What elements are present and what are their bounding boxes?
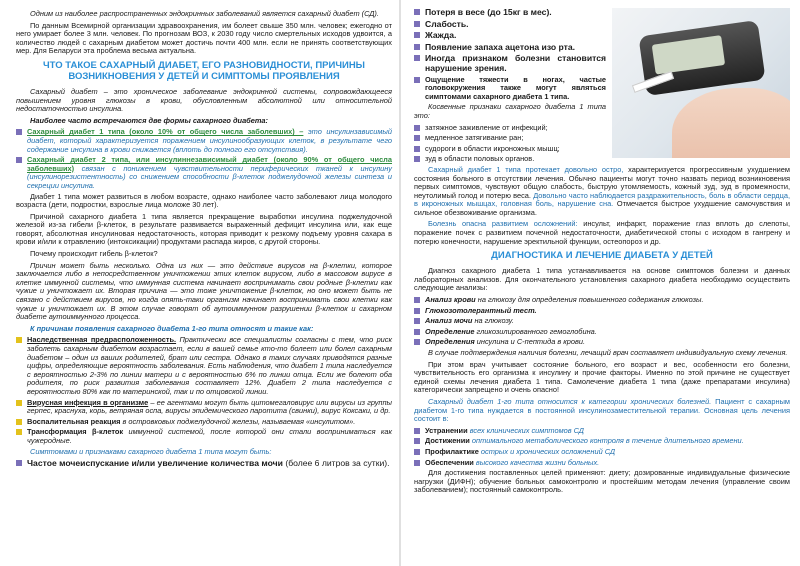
factor-transformation: Трансформация β-клеток иммунной системой, после которой они стали восприниматься как чужеродные. [16,428,392,445]
factor-inflammation: Воспалительная реакция в островковых поджелудочной железы, называемая «инсулитом». [16,418,392,427]
course-paragraph: Сахарный диабет 1 типа протекает довольно остро, характеризуется прогрессивным ухудшением состояния больного в отсутствии лечения. Обычно пациенты могут точно назвать период возникновения первых симптомов, чувствуют общую слабость, быструю утомляемость, кожный зуд, зуд в промежности, неутолимый голод и потерю веса. Довольно часто наблюдается раздражительность, боль в области сердца, в икроножных мышцах, головная боль, нарушение сна. Отмечается быстрое ухудшение самочувствия и сильное обезвоживание организма. [414,164,790,217]
symptom-vision: Иногда признаком болезни становится нарушение зрения. [414,54,790,73]
right-column [400,0,800,566]
symptom-urination: Частое мочеиспускание и/или увеличение количества мочи (более 6 литров за сутки). [16,459,392,469]
chronic-paragraph: Сахарный диабет 1-го типа относится к категории хронических болезней. Пациент с сахарным диабетом 1-го типа нуждается в постоянной инсулинозаместительной терапии. Основная цель лечения состоит в: [414,396,790,424]
age-paragraph: Диабет 1 типа может развиться в любом возрасте, однако наиболее часто заболевают лица молодого возраста (дети, подростки, взрослые лица моложе 30 лет). [16,191,392,210]
who-stats-paragraph: По данным Всемирной организации здравоохранения, им болеет свыше 350 млн. человек; ежегодно от него умирает более 3 млн. человек. По прогнозам ВОЗ, к 2030 году число смертельных исходов удвоится, а количество людей с сахарным диабетом может достичь почти 400 млн. если не принять соответствующих мер. Для Беларуси эта проблема весьма актуальна. [16,20,392,56]
why-question: Почему происходит гибель β-клеток? [30,249,158,259]
symptom-weakness: Слабость. [414,20,790,30]
intro-paragraph: Одним из наиболее распространенных эндокринных заболеваний является сахарный диабет (СД). [30,9,379,18]
type2-item: Сахарный диабет 2 типа, или инсулиннезависимый диабет (около 90% от общего числа заболевших) связан с понижением чувствительности периферических тканей к инсулину (инсулинорезистентность) со снижением способности β-клеток поджелудочной железы синтеза и секреции инсулина. [16,156,392,190]
symptom-thirst: Жажда. [414,31,790,41]
test-blood: Анализ крови на глюкозу для определения повышенного содержания глюкозы. [414,296,790,305]
indirect-wounds: медленное затягивание ран; [414,134,790,143]
final-paragraph: Для достижения поставленных целей применяют: диету; дозированные индивидуальные физические нагрузки (ДИФН); обучение больных самоконтролю и простейшим методам лечения (управление своим заболеванием); постоянный самоконтроль. [414,468,790,495]
forms-title: Наиболее часто встречаются две формы сахарного диабета: [30,115,269,125]
indirect-cramps: судороги в области икроножных мышц; [414,145,790,154]
section-heading-what-is-diabetes: ЧТО ТАКОЕ САХАРНЫЙ ДИАБЕТ, ЕГО РАЗНОВИДНОСТИ, ПРИЧИНЫ ВОЗНИКНОВЕНИЯ У ДЕТЕЙ И СИМПТОМЫ ПРОЯВЛЕНИЯ [43,59,365,82]
indirect-title: Косвенные признаки сахарного диабета 1 типа это: [414,102,606,120]
type1-item: Сахарный диабет 1 типа (около 10% от общего числа заболевших) – это инсулинзависимый диабет, который характеризуется поражением инсулинообразующих клеток, в результате чего содержание инсулина в крови снижается (вплоть до полного его отсутствия). [16,128,392,154]
goal-symptoms: Устранении всех клинических симптомов СД [414,427,790,436]
section-heading-diagnostics: ДИАГНОСТИКА И ЛЕЧЕНИЕ ДИАБЕТА У ДЕТЕЙ [491,250,713,262]
symptom-heaviness: Ощущение тяжести в ногах, частые головокружения также могут являться симптомами сахарного диабета 1 типа. [414,76,790,102]
indirect-itch: зуд в области половых органов. [414,155,790,164]
goal-control: Достижении оптимального метаболического контроля в течение длительного времени. [414,437,790,446]
symptom-weight-loss: Потеря в весе (до 15кг в мес). [414,8,790,18]
confirm-paragraph: В случае подтверждения наличия болезни, лечащий врач составляет индивидуальную схему лечения. [428,348,788,357]
definition-paragraph: Сахарный диабет – это хроническое заболевание эндокринной системы, сопровождающееся повышением уровня глюкозы в крови, обусловленным абсолютной или относительной недостаточностью инсулина. [16,86,392,114]
test-glucose-tolerance: Глюкозотолерантный тест. [414,307,790,316]
factors-title: К причинам появления сахарного диабета 1-го типа относят и такие как: [30,323,314,333]
symptoms-title: Симптомами и признаками сахарного диабета 1 типа могут быть: [30,446,272,456]
goal-quality: Обеспечении высокого качества жизни больных. [414,459,790,468]
complications-paragraph: Болезнь опасна развитием осложнений: инсульт, инфаркт, поражение глаз вплоть до слепоты, поражение почек с развитием почечной недостаточности, диабетической стопы с исходом в гангрену и потерю конечности, нарушение эректильной функции, остеопороз и др. [414,219,790,246]
test-urine: Анализ мочи на глюкозу. [414,317,790,326]
doctor-paragraph: При этом врач учитывает состояние больного, его возраст и вес, особенности его болезни, чувствительность его организма к инсулину и прочие факторы. Именно по этой причине не существует единой схемы лечения диабета 1 типа. Самолечение диабета 1 типа (даже препаратами инсулина) категорически запрещено и очень опасно! [414,359,790,395]
diagnosis-paragraph: Диагноз сахарного диабета 1 типа устанавливается на основе симптомов болезни и данных лабораторных анализов. Для окончательного установления сахарного диабета необходимо осуществить следующие анализы: [414,266,790,293]
goal-prevention: Профилактике острых и хронических осложнений СД [414,448,790,457]
test-hemoglobin: Определение гликозилированного гемоглобина. [414,328,790,337]
factor-viral-infection: Вирусная инфекция в организме – ее агентами могут быть цитомегаловирус или вирусы из группы герпес, краснуха, корь, ветряная оспа, вирусы эпидемического паротита (свинки), вирус Коксаки, и др. [16,399,392,416]
reasons-paragraph: Причин может быть несколько. Одна из них — это действие вирусов на β-клетки, которое заключается либо в непосредственном уничтожении этих клеток вирусом, либо в массовом вирусе в клетке иммунной системы, что иммунная система начинает воспринимать свои родные β-клетки как чужие и уничтожает их. Вторая причина — это тоже уничтожение β-клеток, но оно может быть не связано с действием вирусов, но когда опять-таки организм начинает воспринимать свои клетки как чужие и уничтожает их. В этом случае говорят об аутоиммунном разрушении β-клеток и сахарном диабете аутоиммунного процесса. [16,260,392,322]
test-insulin: Определения инсулина и С-пептида в крови. [414,338,790,347]
symptom-acetone: Появление запаха ацетона изо рта. [414,43,790,53]
cause-paragraph: Причиной сахарного диабета 1 типа является прекращение выработки инсулина поджелудочной железой из-за гибели β-клеток, в результате развивается выраженный дефицит инсулина или, как еще говорят, абсолютная инсулиновая недостаточность, которая приводит к резкому подъему уровня сахара в крови и/или к отравлению (интоксикации) продуктами распада жиров, с другой стороны. [16,211,392,247]
factor-heredity: Наследственная предрасположенность. Практически все специалисты согласны с тем, что риск заболеть сахарным диабетом возрастает, если в вашей семье кто-то болеет или болел сахарным диабетом – один из ваших родителей, брат или сестра. Однако в таких случаях приводятся разные цифры, определяющие вероятность заболевания. Есть наблюдения, что диабет 1 типа наследуется с вероятностью 2-3% по линии матери и с вероятностью 6% по линии отца. Если же болеют оба родителя, по риск развития заболевания составляет 12%. Диабет 2 типа наследуется с вероятностью 80% как по материнской, так и по отцовской линии. [16,336,392,396]
indirect-healing: затяжное заживление от инфекций; [414,124,790,133]
